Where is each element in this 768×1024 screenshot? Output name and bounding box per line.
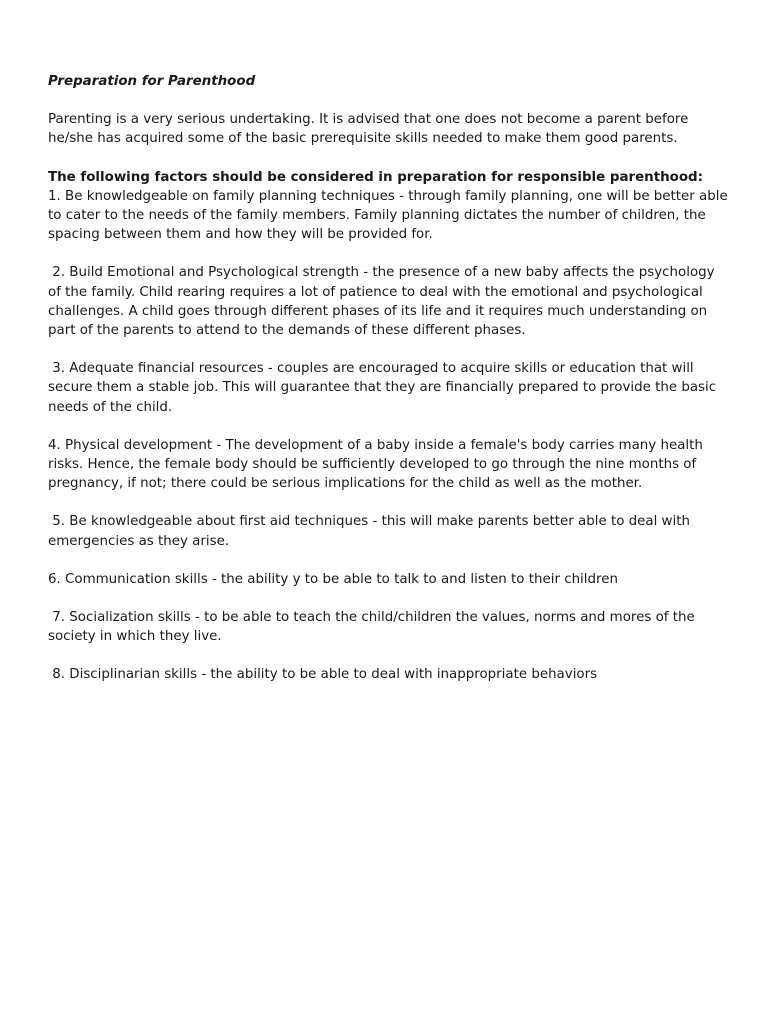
intro-paragraph: Parenting is a very serious undertaking. It is advised that one does not become a parent before he/she has acquired some of the basic prerequisite skills needed to make them good parents. bbox=[48, 112, 689, 147]
document-page bbox=[48, 72, 732, 704]
factor-item-2: 2. Build Emotional and Psychological strength - the presence of a new baby affects the psychology of the family. Child rearing requires a lot of patience to deal with the emotional and psychological challenges. A child goes through different phases of its life and it requires much understanding on part of the parents to attend to the demands of these different phases. bbox=[48, 265, 719, 339]
factor-item-5: 5. Be knowledgeable about first aid techniques - this will make parents better able to deal with emergencies as they arise. bbox=[48, 514, 695, 549]
factor-item-1: 1. Be knowledgeable on family planning techniques - through family planning, one will be better able to cater to the needs of the family members. Family planning dictates the number of children, the spacing between them and how they will be provided for. bbox=[48, 188, 732, 243]
factor-item-8: 8. Disciplinarian skills - the ability to be able to deal with inappropriate behaviors bbox=[48, 667, 598, 683]
factor-item-4: 4. Physical development - The development of a baby inside a female's body carries many health risks. Hence, the female body should be sufficiently developed to go through the nine months of pregnancy, if not; there could be serious implications for the child as well as the mother. bbox=[48, 437, 708, 492]
factors-heading: The following factors should be considered in preparation for responsible parenthood: bbox=[48, 169, 703, 185]
factor-item-6: 6. Communication skills - the ability y to be able to talk to and listen to their children bbox=[48, 571, 618, 587]
document-title: Preparation for Parenthood bbox=[48, 74, 256, 89]
factor-item-7: 7. Socialization skills - to be able to teach the child/children the values, norms and mores of the society in which they live. bbox=[48, 610, 699, 645]
factor-item-3: 3. Adequate financial resources - couples are encouraged to acquire skills or education that will secure them a stable job. This will guarantee that they are financially prepared to provide the basic needs of the child. bbox=[48, 361, 721, 415]
